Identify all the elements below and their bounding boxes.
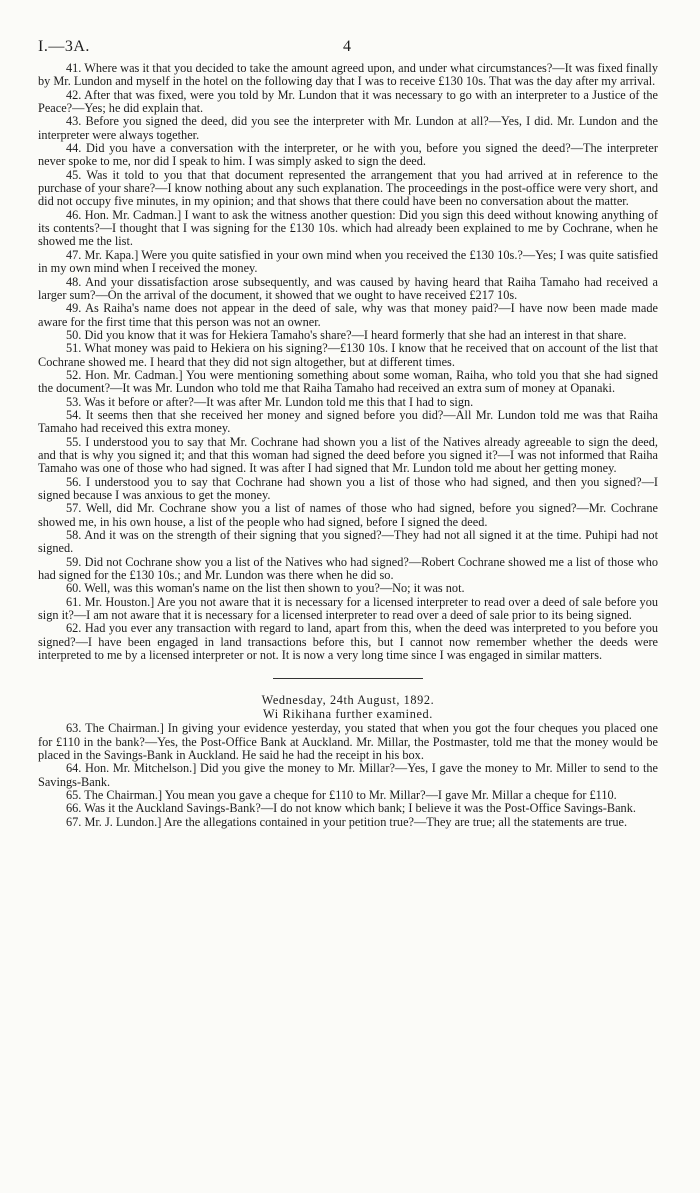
question-51: 51. What money was paid to Hekiera on his signing?—£130 10s. I know that he received that on account of the list that Cochrane showed me. I heard that they did not sign altogether, but at different times. [38,341,658,369]
question-61: 61. Mr. Houston.] Are you not aware that it is necessary for a licensed interpreter to read over a deed of sale before you sign it?—I am not aware that it is necessary for a licensed interpreter to read over a deed of sale prior to its being signed. [38,594,658,623]
question-44: 44. Did you have a conversation with the interpreter, or he with you, before you signed the deed?—The interpreter never spoke to me, nor did I speak to him. I was simply asked to sign the deed. [38,141,658,169]
testimony-block-2 [38,722,658,829]
question-65: 65. The Chairman.] You mean you gave a cheque for £110 to Mr. Millar?—I gave Mr. Millar a cheque for £110. [66,787,617,802]
section-divider [273,678,423,679]
question-54: 54. It seems then that she received her money and signed before you did?—All Mr. Lundon told me was that Raiha Tamaho had received this extra money. [38,407,658,436]
question-67: 67. Mr. J. Lundon.] Are the allegations contained in your petition true?—They are true; all the statements are true. [66,814,628,829]
page-header [38,0,658,62]
question-45: 45. Was it told to you that that document represented the arrangement that you had arrived at in reference to the purchase of your share?—I know nothing about any such explanation. The proceedings in the post-office were very short, and did not occupy five minutes, in my opinion; and that shows that there could have been no conversation about the matter. [38,167,658,209]
question-42: 42. After that was fixed, were you told by Mr. Lundon that it was necessary to go with an interpreter to a Justice of the Peace?—Yes; he did explain that. [38,87,658,116]
page-number: 4 [343,38,351,55]
question-55: 55. I understood you to say that Mr. Cochrane had shown you a list of the Natives already agreeable to sign the deed, and that is why you signed it; and that this woman had signed the deed before you signed it?—I was not informed that Raiha Tamaho was one of those who had signed. It was after I had signed that Mr. Lundon told me about her getting money. [38,434,658,476]
question-58: 58. And it was on the strength of their signing that you signed?—They had not all signed it at the time. Puhipi had not signed. [38,528,658,556]
question-50: 50. Did you know that it was for Hekiera Tamaho's share?—I heard formerly that she had an interest in that share. [66,327,627,342]
question-47: 47. Mr. Kapa.] Were you quite satisfied in your own mind when you received the £130 10s.?—Yes; I was quite satisfied in my own mind when I received the money. [38,247,658,276]
question-48: 48. And your dissatisfaction arose subsequently, and was caused by having heard that Raiha Tamaho had received a larger sum?—On the arrival of the document, it showed that we ought to have received £217 10s. [38,274,658,302]
question-52: 52. Hon. Mr. Cadman.] You were mentioning something about some woman, Raiha, who told you that she had signed the document?—It was Mr. Lundon who told me that Raiha Tamaho had received an extra sum of money at Opanaki. [38,367,658,396]
question-60: 60. Well, was this woman's name on the list then shown to you?—No; it was not. [66,581,465,596]
question-63: 63. The Chairman.] In giving your evidence yesterday, you stated that when you got the four cheques you placed one for £110 in the bank?—Yes, the Post-Office Bank at Auckland. Mr. Millar, the Postmaster, told me that the money would be placed in the Savings-Bank in Auckland. He said he had the receipt in his box. [38,721,658,762]
document-reference: I.—3A. [38,38,90,55]
question-49: 49. As Raiha's name does not appear in the deed of sale, why was that money paid?—I have now been made made aware for the first time that this person was not an owner. [38,301,658,329]
question-43: 43. Before you signed the deed, did you see the interpreter with Mr. Lundon at all?—Yes, I did. Mr. Lundon and the interpreter were always together. [38,114,658,142]
question-46: 46. Hon. Mr. Cadman.] I want to ask the witness another question: Did you sign this deed without knowing anything of its contents?—I thought that I was signing for the £130 10s. which had already been explained to me by Cochrane, when he showed me the list. [38,207,658,249]
question-53: 53. Was it before or after?—It was after Mr. Lundon told me this that I had to sign. [66,394,474,409]
session-date: Wednesday, 24th August, 1892. [261,693,435,708]
testimony-block-1 [38,62,658,662]
question-64: 64. Hon. Mr. Mitchelson.] Did you give the money to Mr. Millar?—Yes, I gave the money to Mr. Miller to send to the Savings-Bank. [38,761,658,789]
question-57: 57. Well, did Mr. Cochrane show you a list of names of those who had signed, before you signed?—Mr. Cochrane showed me, in his own house, a list of the people who had signed, before I signed the deed. [38,501,658,529]
witness-heading: Wi Rikihana further examined. [263,706,433,721]
question-56: 56. I understood you to say that Cochrane had shown you a list of those who had signed, and then you signed?—I signed because I was anxious to get the money. [38,474,658,502]
question-62: 62. Had you ever any transaction with regard to land, apart from this, when the deed was interpreted to you before you signed?—I have been engaged in land transactions before this, but I cannot now remember whether the deeds were interpreted to me by a licensed interpreter or not. It is now a very long time since I was engaged in similar matters. [38,621,658,663]
question-66: 66. Was it the Auckland Savings-Bank?—I do not know which bank; I believe it was the Post-Office Savings-Bank. [66,801,636,816]
question-41: 41. Where was it that you decided to take the amount agreed upon, and under what circumstances?—It was fixed finally by Mr. Lundon and myself in the hotel on the following day that I was to receive £130 10s. That was the day after my arrival. [38,61,658,89]
question-59: 59. Did not Cochrane show you a list of the Natives who had signed?—Robert Cochrane showed me a list of those who had signed for the £130 10s.; and Mr. Lundon was there when he did so. [38,554,658,583]
